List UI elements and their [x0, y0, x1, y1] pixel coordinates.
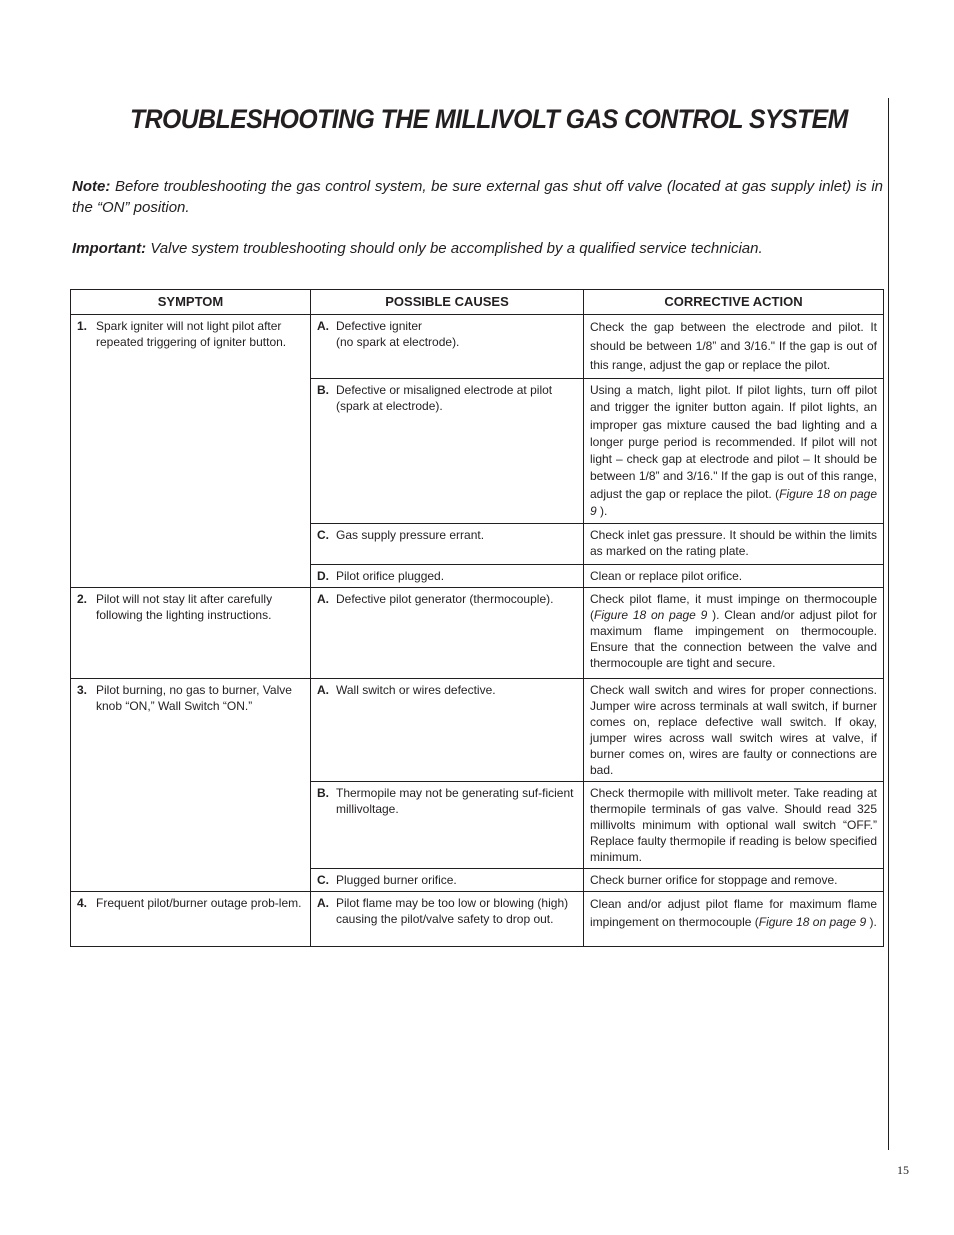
table-header-row	[71, 290, 884, 315]
cause-text: Thermopile may not be generating suf-ficient millivoltage.	[336, 786, 574, 817]
action-cell	[584, 588, 884, 679]
symptom-text: Spark igniter will not light pilot after repeated triggering of igniter button.	[96, 319, 287, 349]
action-text: Check the gap between the electrode and pilot. It should be between 1/8” and 3/16." If the gap is out of this range, adjust the gap or replace the pilot.	[590, 320, 877, 372]
note-text: Before troubleshooting the gas control system, be sure external gas shut off valve (located at gas supply inlet) is in the “ON” position.	[72, 178, 883, 216]
cause-text: Defective pilot generator (thermocouple).	[336, 592, 554, 607]
action-cell	[584, 869, 884, 892]
symptom-number: 3.	[77, 683, 88, 698]
important-text: Valve system troubleshooting should only be accomplished by a qualified service technician.	[150, 240, 763, 257]
action-text: ). Clean and/or adjust pilot for maximum flame impingement on thermocouple. Ensure that the connection between the valve and thermocouple are tight and secure.	[590, 608, 877, 671]
action-text: Check wall switch and wires for proper connections. Jumper wire across terminals at wall switch, if burner comes on, replace defective wall switch. If okay, jumper wires across wall switch wires at valve, if burner comes on, wires are faulty or connections are bad.	[590, 683, 877, 778]
margin-rule	[888, 98, 889, 1150]
cause-cell	[311, 892, 584, 947]
symptom-number: 2.	[77, 592, 88, 607]
cause-label: C.	[317, 873, 329, 888]
cause-text: Gas supply pressure errant.	[336, 528, 485, 543]
symptom-number: 4.	[77, 896, 88, 911]
action-cell	[584, 679, 884, 782]
table-row	[71, 892, 884, 947]
symptom-number: 1.	[77, 319, 88, 333]
action-text-start: Check pilot flame, it must impinge on thermocouple (	[590, 592, 877, 623]
cause-text: Plugged burner orifice.	[336, 873, 457, 888]
table-row	[71, 588, 884, 679]
troubleshooting-table	[70, 289, 884, 947]
action-cell	[584, 524, 884, 565]
cause-cell	[311, 588, 584, 679]
page-number: 15	[897, 1163, 909, 1177]
action-cell	[584, 379, 884, 524]
cause-text: Pilot flame may be too low or blowing (high) causing the pilot/valve safety to drop out.	[336, 896, 569, 927]
cause-cell	[311, 315, 584, 379]
action-cell	[584, 565, 884, 588]
header-symptom: SYMPTOM	[71, 290, 311, 315]
cause-label: A.	[317, 592, 329, 607]
note-paragraph	[72, 176, 883, 218]
cause-label: B.	[317, 383, 329, 397]
important-lead: Important:	[72, 240, 147, 257]
cause-label: A.	[317, 896, 329, 911]
symptom-text: Frequent pilot/burner outage prob-lem.	[96, 896, 302, 911]
cause-cell	[311, 379, 584, 524]
cause-text: Defective or misaligned electrode at pilot (spark at electrode).	[336, 383, 553, 413]
cause-text: Defective igniter (no spark at electrode).	[336, 319, 460, 349]
cause-cell	[311, 782, 584, 869]
cause-label: C.	[317, 528, 329, 543]
action-text: Check inlet gas pressure. It should be within the limits as marked on the rating plate.	[590, 528, 877, 559]
figure-reference: Figure 18 on page 9	[594, 608, 708, 623]
page-title: TROUBLESHOOTING THE MILLIVOLT GAS CONTROL SYSTEM	[130, 104, 848, 134]
symptom-cell	[71, 679, 311, 892]
action-cell	[584, 315, 884, 379]
symptom-text: Pilot burning, no gas to burner, Valve knob “ON,” Wall Switch “ON.”	[96, 683, 292, 714]
cause-cell	[311, 565, 584, 588]
cause-label: D.	[317, 569, 329, 584]
symptom-text: Pilot will not stay lit after carefully following the lighting instructions.	[96, 592, 273, 623]
symptom-cell	[71, 315, 311, 588]
table-row	[71, 315, 884, 379]
cause-cell	[311, 679, 584, 782]
action-text-end: ).	[866, 915, 877, 930]
action-cell	[584, 782, 884, 869]
action-text: Check thermopile with millivolt meter. Take reading at thermopile terminals of gas valve. Should read 325 millivolts minimum with optional wall switch “OFF.” Replace faulty thermopile if reading is below specified minimum.	[590, 786, 877, 865]
cause-text: Wall switch or wires defective.	[336, 683, 496, 698]
cause-label: A.	[317, 683, 329, 698]
figure-reference: Figure 18 on page 9	[758, 915, 867, 930]
action-text-end: ).	[596, 504, 608, 519]
cause-cell	[311, 524, 584, 565]
cause-label: A.	[317, 319, 329, 333]
action-text: Check burner orifice for stoppage and remove.	[590, 873, 838, 888]
action-cell	[584, 892, 884, 947]
header-possible-causes: POSSIBLE CAUSES	[311, 290, 584, 315]
table-row	[71, 679, 884, 782]
important-paragraph	[72, 238, 883, 259]
figure-reference: Figure 18 on page 9	[590, 486, 878, 519]
cause-label: B.	[317, 786, 329, 801]
header-corrective-action: CORRECTIVE ACTION	[584, 290, 884, 315]
action-text: Clean or replace pilot orifice.	[590, 569, 743, 584]
cause-cell	[311, 869, 584, 892]
symptom-cell	[71, 588, 311, 679]
action-text: Using a match, light pilot. If pilot lights, turn off pilot and trigger the igniter button again. If pilot lights, an improper gas mixture caused the bad lighting and a longer purge period is recommended. If pilot will not light – check gap at electrode and pilot – It should be between 1/8” and 3/16." If the gap is out of this range, adjust the gap or replace the pilot. (	[590, 383, 877, 501]
action-text: Clean and/or adjust pilot flame for maximum flame impingement on thermocouple (	[590, 897, 877, 930]
note-lead: Note:	[72, 178, 111, 195]
cause-text: Pilot orifice plugged.	[336, 569, 445, 584]
symptom-cell	[71, 892, 311, 947]
